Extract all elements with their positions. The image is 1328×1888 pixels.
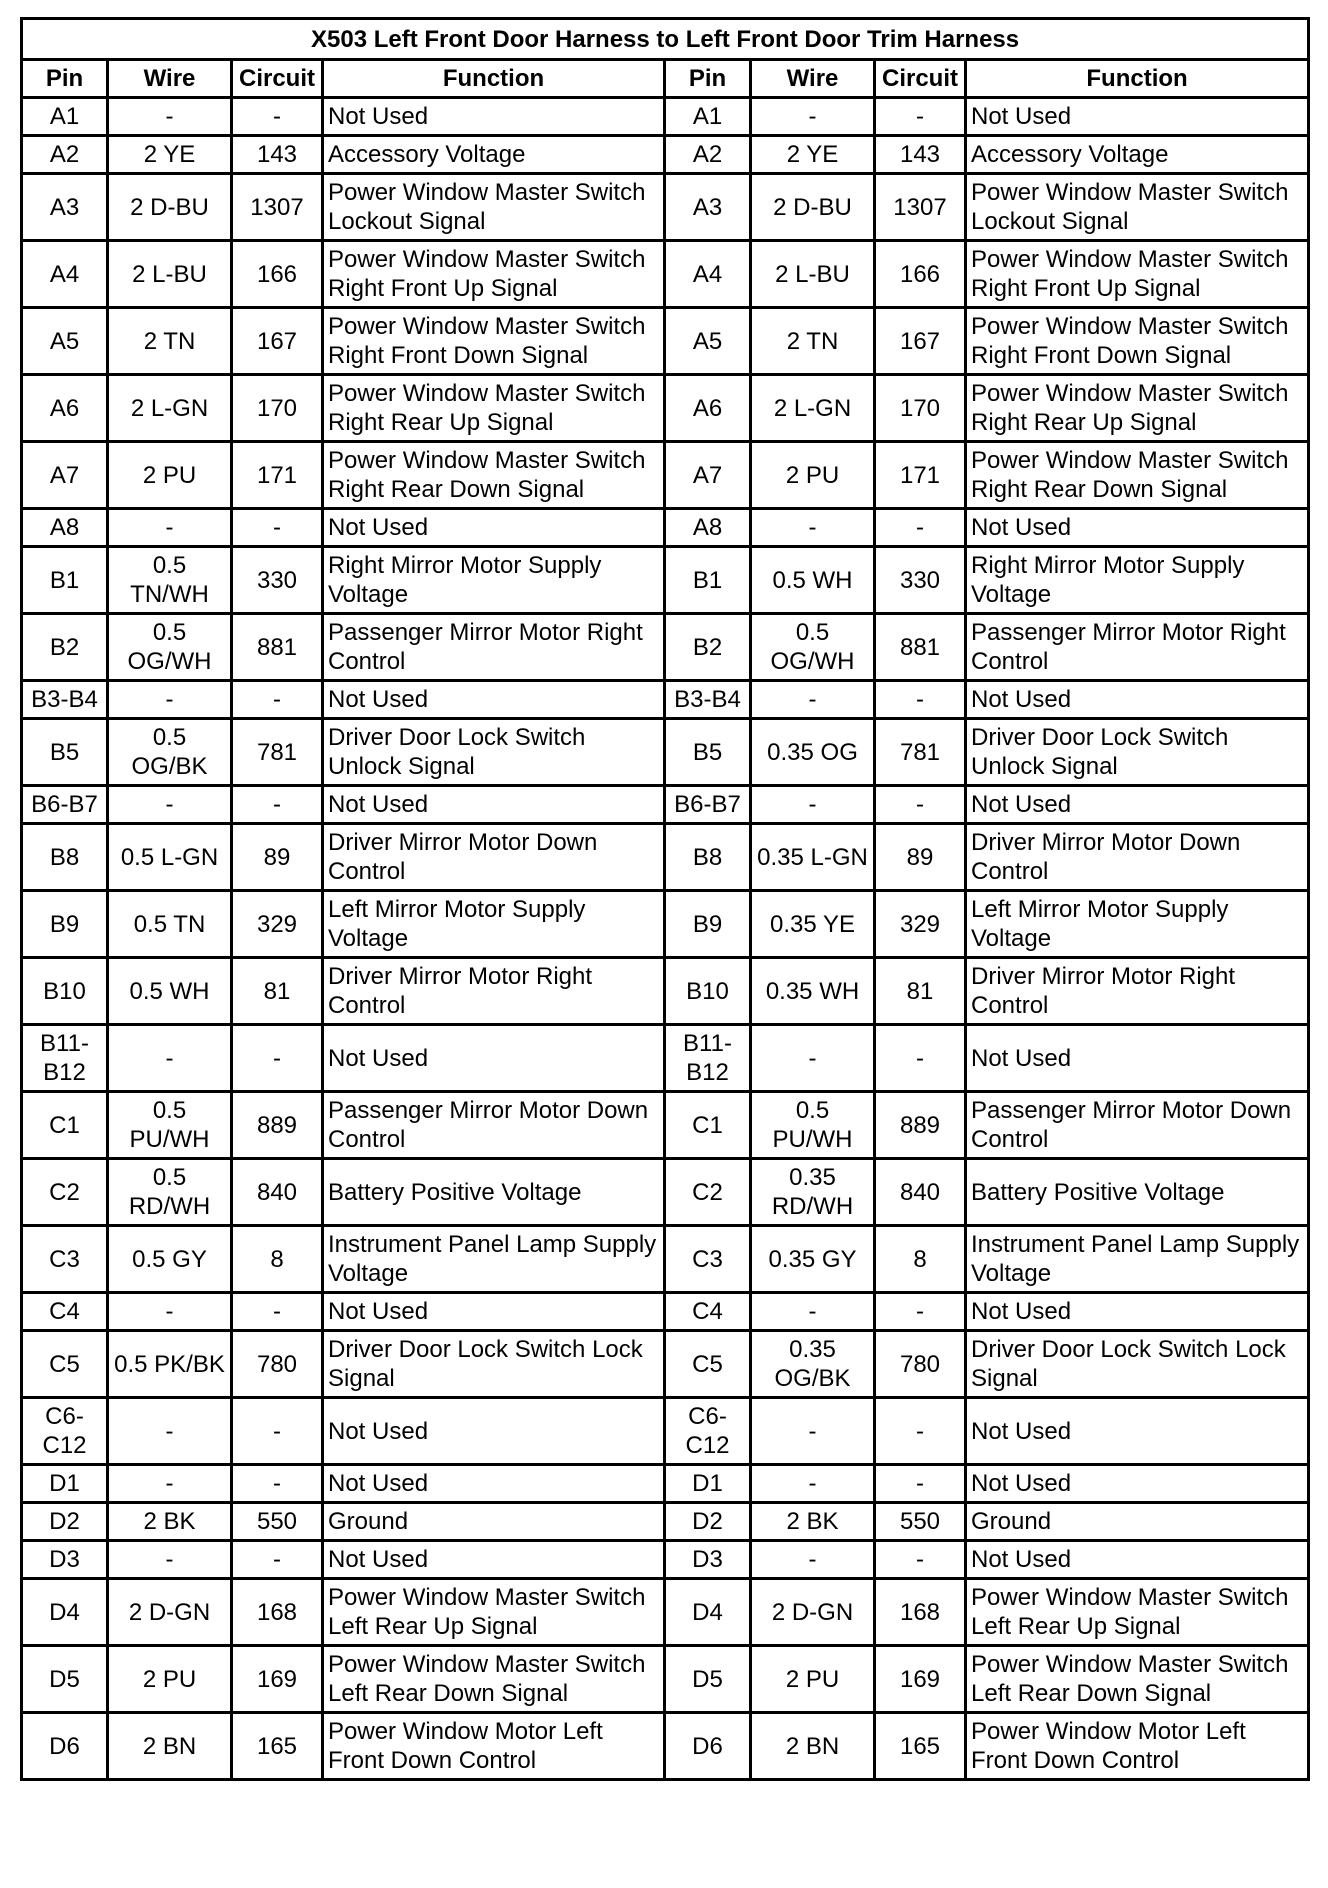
- pin-cell-left: D5: [22, 1646, 108, 1713]
- function-cell-right: Not Used: [966, 1293, 1309, 1331]
- circuit-cell-left: -: [232, 1293, 323, 1331]
- table-row: [22, 1159, 1309, 1226]
- pin-cell-left: C3: [22, 1226, 108, 1293]
- circuit-cell-left: 170: [232, 375, 323, 442]
- circuit-cell-left: 166: [232, 241, 323, 308]
- circuit-cell-left: 167: [232, 308, 323, 375]
- table-row: [22, 98, 1309, 136]
- function-cell-left: Not Used: [323, 98, 665, 136]
- function-cell-left: Battery Positive Voltage: [323, 1159, 665, 1226]
- table-row: [22, 547, 1309, 614]
- table-row: [22, 1579, 1309, 1646]
- function-cell-right: Ground: [966, 1503, 1309, 1541]
- circuit-cell-right: 881: [875, 614, 966, 681]
- function-cell-right: Power Window Master Switch Right Rear Down Signal: [966, 442, 1309, 509]
- table-row: [22, 1092, 1309, 1159]
- circuit-cell-left: 881: [232, 614, 323, 681]
- table-row: [22, 136, 1309, 174]
- wire-cell-right: -: [751, 786, 875, 824]
- function-cell-right: Power Window Master Switch Left Rear Up Signal: [966, 1579, 1309, 1646]
- function-cell-right: Right Mirror Motor Supply Voltage: [966, 547, 1309, 614]
- table-row: [22, 1541, 1309, 1579]
- pin-cell-left: D4: [22, 1579, 108, 1646]
- function-cell-left: Power Window Master Switch Right Rear Up Signal: [323, 375, 665, 442]
- function-cell-right: Driver Mirror Motor Down Control: [966, 824, 1309, 891]
- table-row: [22, 241, 1309, 308]
- wire-cell-left: 0.5 PU/WH: [108, 1092, 232, 1159]
- wire-cell-left: 0.5 OG/WH: [108, 614, 232, 681]
- wire-cell-left: 2 BN: [108, 1713, 232, 1780]
- function-cell-right: Power Window Master Switch Right Rear Up Signal: [966, 375, 1309, 442]
- function-cell-right: Left Mirror Motor Supply Voltage: [966, 891, 1309, 958]
- wire-cell-right: 0.35 OG/BK: [751, 1331, 875, 1398]
- circuit-cell-left: 81: [232, 958, 323, 1025]
- circuit-cell-right: 168: [875, 1579, 966, 1646]
- wire-cell-right: 2 PU: [751, 1646, 875, 1713]
- circuit-cell-right: 143: [875, 136, 966, 174]
- wire-cell-right: 2 BN: [751, 1713, 875, 1780]
- circuit-cell-left: 840: [232, 1159, 323, 1226]
- wire-cell-left: 2 BK: [108, 1503, 232, 1541]
- wire-cell-right: 2 D-BU: [751, 174, 875, 241]
- function-cell-left: Power Window Master Switch Left Rear Up Signal: [323, 1579, 665, 1646]
- circuit-cell-left: 330: [232, 547, 323, 614]
- wire-cell-right: 0.35 YE: [751, 891, 875, 958]
- header-wire-right: Wire: [751, 60, 875, 98]
- pin-cell-right: C5: [665, 1331, 751, 1398]
- table-row: [22, 958, 1309, 1025]
- circuit-cell-left: 143: [232, 136, 323, 174]
- function-cell-left: Right Mirror Motor Supply Voltage: [323, 547, 665, 614]
- table-row: [22, 891, 1309, 958]
- pin-cell-left: B8: [22, 824, 108, 891]
- wire-cell-left: 2 D-BU: [108, 174, 232, 241]
- circuit-cell-right: 167: [875, 308, 966, 375]
- wire-cell-left: 2 TN: [108, 308, 232, 375]
- circuit-cell-right: 169: [875, 1646, 966, 1713]
- pin-cell-right: B1: [665, 547, 751, 614]
- table-row: [22, 1503, 1309, 1541]
- circuit-cell-left: -: [232, 681, 323, 719]
- pin-cell-left: A2: [22, 136, 108, 174]
- function-cell-right: Passenger Mirror Motor Down Control: [966, 1092, 1309, 1159]
- pin-cell-left: B2: [22, 614, 108, 681]
- pin-cell-right: C1: [665, 1092, 751, 1159]
- function-cell-right: Driver Door Lock Switch Lock Signal: [966, 1331, 1309, 1398]
- function-cell-right: Accessory Voltage: [966, 136, 1309, 174]
- pin-cell-right: B6-B7: [665, 786, 751, 824]
- pin-cell-right: B11-B12: [665, 1025, 751, 1092]
- function-cell-left: Ground: [323, 1503, 665, 1541]
- wire-cell-left: 2 L-GN: [108, 375, 232, 442]
- pin-cell-left: B6-B7: [22, 786, 108, 824]
- function-cell-left: Power Window Master Switch Right Rear Down Signal: [323, 442, 665, 509]
- pin-cell-right: A3: [665, 174, 751, 241]
- table-row: [22, 442, 1309, 509]
- circuit-cell-right: 171: [875, 442, 966, 509]
- pin-cell-left: C2: [22, 1159, 108, 1226]
- header-function-right: Function: [966, 60, 1309, 98]
- header-wire-left: Wire: [108, 60, 232, 98]
- pin-cell-left: D2: [22, 1503, 108, 1541]
- table-row: [22, 174, 1309, 241]
- table-row: [22, 786, 1309, 824]
- wire-cell-right: -: [751, 1465, 875, 1503]
- circuit-cell-right: -: [875, 98, 966, 136]
- table-row: [22, 719, 1309, 786]
- wire-cell-right: 2 YE: [751, 136, 875, 174]
- function-cell-left: Driver Door Lock Switch Unlock Signal: [323, 719, 665, 786]
- circuit-cell-left: 8: [232, 1226, 323, 1293]
- wire-cell-left: -: [108, 509, 232, 547]
- function-cell-right: Power Window Master Switch Left Rear Down Signal: [966, 1646, 1309, 1713]
- circuit-cell-right: -: [875, 1465, 966, 1503]
- circuit-cell-left: 550: [232, 1503, 323, 1541]
- function-cell-left: Not Used: [323, 1398, 665, 1465]
- function-cell-left: Not Used: [323, 1293, 665, 1331]
- pin-cell-right: C2: [665, 1159, 751, 1226]
- pin-cell-left: B3-B4: [22, 681, 108, 719]
- function-cell-left: Not Used: [323, 1465, 665, 1503]
- function-cell-right: Power Window Master Switch Right Front Up Signal: [966, 241, 1309, 308]
- circuit-cell-left: -: [232, 1025, 323, 1092]
- wire-cell-right: -: [751, 1398, 875, 1465]
- table-row: [22, 1646, 1309, 1713]
- circuit-cell-right: 550: [875, 1503, 966, 1541]
- table-body: [22, 98, 1309, 1780]
- table-row: [22, 824, 1309, 891]
- function-cell-right: Not Used: [966, 1398, 1309, 1465]
- pin-cell-left: A3: [22, 174, 108, 241]
- function-cell-left: Power Window Master Switch Right Front Down Signal: [323, 308, 665, 375]
- circuit-cell-left: 168: [232, 1579, 323, 1646]
- function-cell-right: Passenger Mirror Motor Right Control: [966, 614, 1309, 681]
- wire-cell-left: 0.5 PK/BK: [108, 1331, 232, 1398]
- circuit-cell-right: 889: [875, 1092, 966, 1159]
- pin-cell-left: A4: [22, 241, 108, 308]
- pin-cell-left: B11-B12: [22, 1025, 108, 1092]
- pin-cell-right: C6-C12: [665, 1398, 751, 1465]
- circuit-cell-right: 166: [875, 241, 966, 308]
- function-cell-left: Not Used: [323, 1025, 665, 1092]
- pin-cell-right: C3: [665, 1226, 751, 1293]
- circuit-cell-right: -: [875, 509, 966, 547]
- pin-cell-right: A2: [665, 136, 751, 174]
- pin-cell-right: D6: [665, 1713, 751, 1780]
- table-row: [22, 509, 1309, 547]
- header-row: [22, 60, 1309, 98]
- pin-cell-left: B10: [22, 958, 108, 1025]
- pin-cell-left: B5: [22, 719, 108, 786]
- table-row: [22, 1465, 1309, 1503]
- circuit-cell-right: -: [875, 1541, 966, 1579]
- circuit-cell-right: 81: [875, 958, 966, 1025]
- header-function-left: Function: [323, 60, 665, 98]
- pin-cell-left: C4: [22, 1293, 108, 1331]
- wire-cell-left: -: [108, 786, 232, 824]
- wire-cell-left: -: [108, 1541, 232, 1579]
- function-cell-left: Instrument Panel Lamp Supply Voltage: [323, 1226, 665, 1293]
- pin-cell-right: B2: [665, 614, 751, 681]
- function-cell-left: Driver Door Lock Switch Lock Signal: [323, 1331, 665, 1398]
- wire-cell-left: -: [108, 98, 232, 136]
- table-row: [22, 614, 1309, 681]
- circuit-cell-right: 330: [875, 547, 966, 614]
- pin-cell-left: A1: [22, 98, 108, 136]
- function-cell-left: Power Window Motor Left Front Down Control: [323, 1713, 665, 1780]
- function-cell-left: Accessory Voltage: [323, 136, 665, 174]
- function-cell-right: Battery Positive Voltage: [966, 1159, 1309, 1226]
- function-cell-left: Driver Mirror Motor Down Control: [323, 824, 665, 891]
- header-circuit-right: Circuit: [875, 60, 966, 98]
- wire-cell-left: 2 PU: [108, 1646, 232, 1713]
- pin-cell-left: B9: [22, 891, 108, 958]
- wire-cell-left: -: [108, 1293, 232, 1331]
- wire-cell-right: -: [751, 1293, 875, 1331]
- pin-cell-right: B9: [665, 891, 751, 958]
- function-cell-left: Left Mirror Motor Supply Voltage: [323, 891, 665, 958]
- wire-cell-right: 2 TN: [751, 308, 875, 375]
- pin-cell-right: C4: [665, 1293, 751, 1331]
- wire-cell-right: 0.35 GY: [751, 1226, 875, 1293]
- function-cell-left: Passenger Mirror Motor Down Control: [323, 1092, 665, 1159]
- pin-cell-right: D2: [665, 1503, 751, 1541]
- wire-cell-left: 0.5 TN: [108, 891, 232, 958]
- pin-cell-right: D3: [665, 1541, 751, 1579]
- wire-cell-right: 0.5 OG/WH: [751, 614, 875, 681]
- function-cell-left: Not Used: [323, 509, 665, 547]
- connector-pinout-table: [20, 17, 1310, 1781]
- circuit-cell-left: -: [232, 786, 323, 824]
- function-cell-left: Driver Mirror Motor Right Control: [323, 958, 665, 1025]
- circuit-cell-left: -: [232, 1398, 323, 1465]
- header-pin-left: Pin: [22, 60, 108, 98]
- function-cell-right: Not Used: [966, 1541, 1309, 1579]
- function-cell-right: Not Used: [966, 1025, 1309, 1092]
- wire-cell-left: 2 L-BU: [108, 241, 232, 308]
- function-cell-right: Instrument Panel Lamp Supply Voltage: [966, 1226, 1309, 1293]
- pin-cell-right: D4: [665, 1579, 751, 1646]
- wire-cell-left: -: [108, 681, 232, 719]
- pin-cell-left: D1: [22, 1465, 108, 1503]
- wire-cell-right: 0.35 WH: [751, 958, 875, 1025]
- function-cell-right: Driver Mirror Motor Right Control: [966, 958, 1309, 1025]
- circuit-cell-right: -: [875, 1025, 966, 1092]
- circuit-cell-left: 780: [232, 1331, 323, 1398]
- table-row: [22, 308, 1309, 375]
- pin-cell-right: B5: [665, 719, 751, 786]
- wire-cell-right: 0.35 OG: [751, 719, 875, 786]
- function-cell-right: Driver Door Lock Switch Unlock Signal: [966, 719, 1309, 786]
- function-cell-right: Not Used: [966, 98, 1309, 136]
- pin-cell-left: C1: [22, 1092, 108, 1159]
- pin-cell-left: B1: [22, 547, 108, 614]
- circuit-cell-left: 89: [232, 824, 323, 891]
- wire-cell-right: -: [751, 509, 875, 547]
- wire-cell-right: 0.35 L-GN: [751, 824, 875, 891]
- wire-cell-right: 2 L-BU: [751, 241, 875, 308]
- circuit-cell-left: 1307: [232, 174, 323, 241]
- circuit-cell-right: 781: [875, 719, 966, 786]
- circuit-cell-right: -: [875, 1293, 966, 1331]
- function-cell-right: Power Window Master Switch Lockout Signal: [966, 174, 1309, 241]
- header-circuit-left: Circuit: [232, 60, 323, 98]
- function-cell-right: Power Window Master Switch Right Front Down Signal: [966, 308, 1309, 375]
- pin-cell-right: B3-B4: [665, 681, 751, 719]
- circuit-cell-right: 170: [875, 375, 966, 442]
- pin-cell-left: A5: [22, 308, 108, 375]
- wire-cell-right: -: [751, 681, 875, 719]
- wire-cell-right: 0.35 RD/WH: [751, 1159, 875, 1226]
- wire-cell-left: -: [108, 1025, 232, 1092]
- circuit-cell-right: 780: [875, 1331, 966, 1398]
- pin-cell-right: B8: [665, 824, 751, 891]
- pin-cell-right: A7: [665, 442, 751, 509]
- table-row: [22, 1713, 1309, 1780]
- function-cell-right: Not Used: [966, 509, 1309, 547]
- connector-sheet: [20, 17, 1307, 1781]
- wire-cell-left: -: [108, 1398, 232, 1465]
- function-cell-left: Not Used: [323, 1541, 665, 1579]
- circuit-cell-right: 840: [875, 1159, 966, 1226]
- wire-cell-right: 2 D-GN: [751, 1579, 875, 1646]
- pin-cell-right: A5: [665, 308, 751, 375]
- wire-cell-right: 0.5 WH: [751, 547, 875, 614]
- circuit-cell-left: 169: [232, 1646, 323, 1713]
- wire-cell-left: 0.5 L-GN: [108, 824, 232, 891]
- pin-cell-left: D6: [22, 1713, 108, 1780]
- table-row: [22, 1025, 1309, 1092]
- function-cell-right: Not Used: [966, 681, 1309, 719]
- circuit-cell-left: -: [232, 509, 323, 547]
- circuit-cell-left: 165: [232, 1713, 323, 1780]
- circuit-cell-left: 329: [232, 891, 323, 958]
- wire-cell-left: 0.5 RD/WH: [108, 1159, 232, 1226]
- pin-cell-left: A8: [22, 509, 108, 547]
- wire-cell-left: -: [108, 1465, 232, 1503]
- circuit-cell-left: 781: [232, 719, 323, 786]
- pin-cell-right: A8: [665, 509, 751, 547]
- circuit-cell-left: 889: [232, 1092, 323, 1159]
- circuit-cell-left: 171: [232, 442, 323, 509]
- pin-cell-left: C6-C12: [22, 1398, 108, 1465]
- circuit-cell-right: 329: [875, 891, 966, 958]
- pin-cell-right: A1: [665, 98, 751, 136]
- table-row: [22, 681, 1309, 719]
- table-title: X503 Left Front Door Harness to Left Front Door Trim Harness: [22, 19, 1309, 60]
- wire-cell-left: 0.5 WH: [108, 958, 232, 1025]
- function-cell-right: Power Window Motor Left Front Down Control: [966, 1713, 1309, 1780]
- wire-cell-right: 0.5 PU/WH: [751, 1092, 875, 1159]
- function-cell-right: Not Used: [966, 786, 1309, 824]
- function-cell-left: Power Window Master Switch Right Front Up Signal: [323, 241, 665, 308]
- wire-cell-right: -: [751, 1025, 875, 1092]
- function-cell-left: Not Used: [323, 786, 665, 824]
- wire-cell-left: 2 YE: [108, 136, 232, 174]
- pin-cell-right: A6: [665, 375, 751, 442]
- function-cell-left: Passenger Mirror Motor Right Control: [323, 614, 665, 681]
- wire-cell-right: 2 L-GN: [751, 375, 875, 442]
- function-cell-left: Not Used: [323, 681, 665, 719]
- pin-cell-left: A6: [22, 375, 108, 442]
- pin-cell-right: D5: [665, 1646, 751, 1713]
- wire-cell-left: 0.5 TN/WH: [108, 547, 232, 614]
- table-row: [22, 375, 1309, 442]
- wire-cell-left: 2 D-GN: [108, 1579, 232, 1646]
- function-cell-right: Not Used: [966, 1465, 1309, 1503]
- table-row: [22, 1398, 1309, 1465]
- circuit-cell-left: -: [232, 1541, 323, 1579]
- pin-cell-left: A7: [22, 442, 108, 509]
- pin-cell-left: C5: [22, 1331, 108, 1398]
- circuit-cell-right: -: [875, 681, 966, 719]
- circuit-cell-right: -: [875, 1398, 966, 1465]
- wire-cell-right: 2 PU: [751, 442, 875, 509]
- circuit-cell-right: 89: [875, 824, 966, 891]
- circuit-cell-right: 8: [875, 1226, 966, 1293]
- header-pin-right: Pin: [665, 60, 751, 98]
- table-row: [22, 1226, 1309, 1293]
- pin-cell-right: D1: [665, 1465, 751, 1503]
- wire-cell-right: -: [751, 1541, 875, 1579]
- pin-cell-left: D3: [22, 1541, 108, 1579]
- wire-cell-left: 2 PU: [108, 442, 232, 509]
- wire-cell-left: 0.5 GY: [108, 1226, 232, 1293]
- wire-cell-left: 0.5 OG/BK: [108, 719, 232, 786]
- pin-cell-right: A4: [665, 241, 751, 308]
- table-row: [22, 1331, 1309, 1398]
- table-row: [22, 1293, 1309, 1331]
- circuit-cell-right: 1307: [875, 174, 966, 241]
- function-cell-left: Power Window Master Switch Left Rear Down Signal: [323, 1646, 665, 1713]
- circuit-cell-right: -: [875, 786, 966, 824]
- pin-cell-right: B10: [665, 958, 751, 1025]
- wire-cell-right: 2 BK: [751, 1503, 875, 1541]
- wire-cell-right: -: [751, 98, 875, 136]
- circuit-cell-left: -: [232, 1465, 323, 1503]
- circuit-cell-right: 165: [875, 1713, 966, 1780]
- circuit-cell-left: -: [232, 98, 323, 136]
- function-cell-left: Power Window Master Switch Lockout Signal: [323, 174, 665, 241]
